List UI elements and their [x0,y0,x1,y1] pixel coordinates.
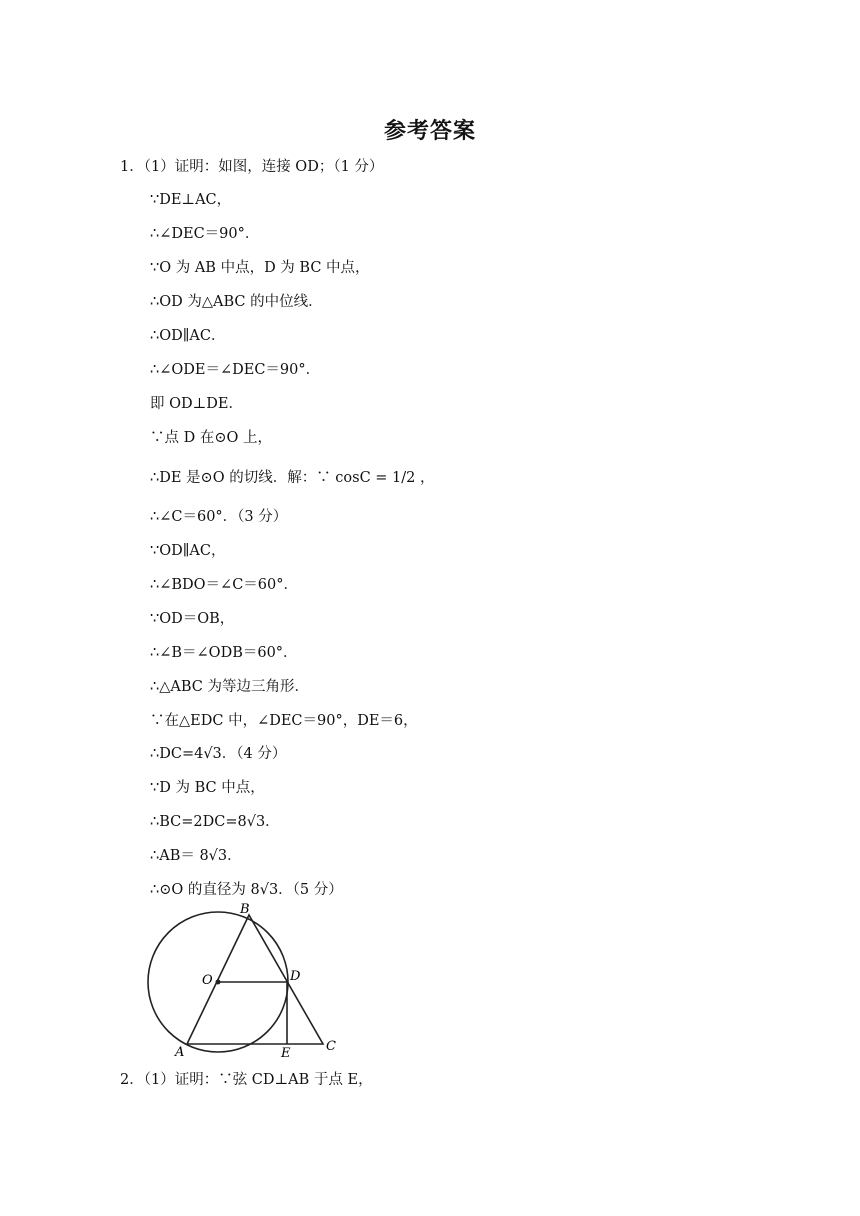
answer-line-8: 即 OD⊥DE． [150,396,243,412]
answer-line-3: ∴∠DEC＝90°． [150,226,260,242]
point-o [216,980,221,985]
answer-line-12: ∵OD∥AC， [150,543,226,559]
answer-line-11: ∴∠C＝60°．（3 分） [150,509,288,525]
label-c: C [326,1039,336,1054]
answer-line-16: ∴△ABC 为等边三角形． [150,679,309,695]
answer-line-13: ∴∠BDO＝∠C＝60°． [150,577,298,593]
answer-line-10: ∴DE 是⊙O 的切线．解：∵ cosC = 1/2 ， [150,470,435,486]
answer-line-1: 1．（1）证明：如图，连接 OD；（1 分） [120,159,384,175]
answer-line-6: ∴OD∥AC． [150,328,226,344]
geometry-figure [140,900,360,1065]
answer-line-14: ∵OD＝OB， [150,611,235,627]
answer-line-5: ∴OD 为△ABC 的中位线． [150,294,323,310]
answer-line-4: ∵O 为 AB 中点，D 为 BC 中点， [150,260,370,276]
answer-line-15: ∴∠B＝∠ODB＝60°． [150,645,298,661]
label-e: E [281,1046,291,1061]
answer-line-21: ∴AB＝ 8√3． [150,848,242,864]
answer-line-7: ∴∠ODE＝∠DEC＝90°． [150,362,321,378]
page-title: 参考答案 [383,119,476,144]
answer-line-19: ∵D 为 BC 中点， [150,780,265,796]
label-a: A [175,1045,185,1060]
answer-line-23: 2．（1）证明：∵弦 CD⊥AB 于点 E， [120,1072,373,1088]
answer-line-2: ∵DE⊥AC， [150,192,232,208]
label-b: B [240,902,250,917]
answer-line-18: ∴DC=4√3．（4 分） [150,746,287,762]
answer-line-22: ∴⊙O 的直径为 8√3．（5 分） [150,882,343,898]
label-o: O [202,973,213,988]
answer-line-9: ∵点 D 在⊙O 上， [150,430,272,446]
answer-line-17: ∵在△EDC 中，∠DEC＝90°，DE＝6， [150,713,418,729]
answer-line-20: ∴BC=2DC=8√3． [150,814,280,830]
label-d: D [290,969,301,984]
